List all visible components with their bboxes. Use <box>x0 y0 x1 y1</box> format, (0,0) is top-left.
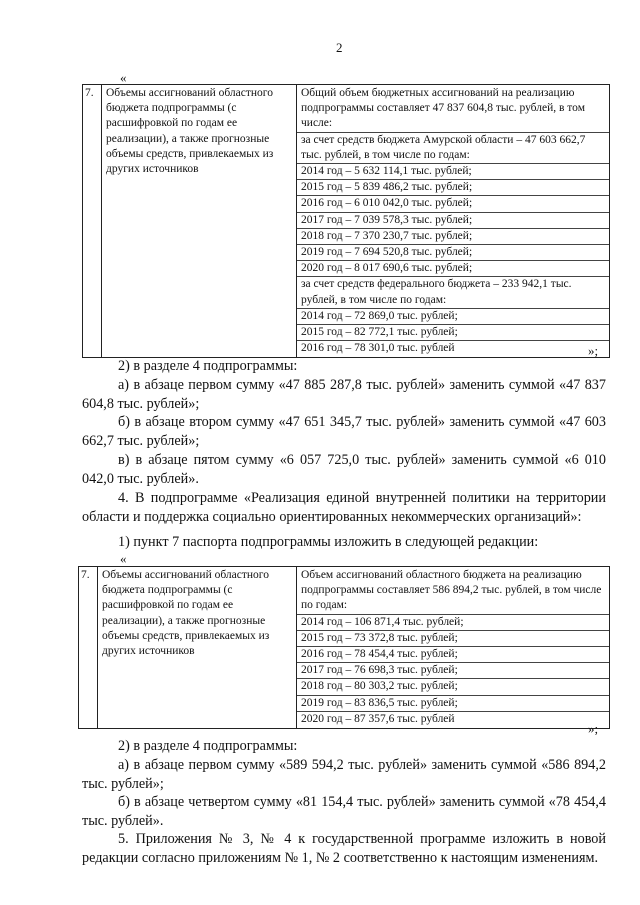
close-quote: »; <box>588 343 599 358</box>
paragraph: в) в абзаце пятом сумму «6 057 725,0 тыс. рублей» заменить суммой «6 010 042,0 тыс. рублей». <box>82 452 606 487</box>
value-line: за счет средств федерального бюджета – 233 942,1 тыс. рублей, в том числе по годам: <box>297 276 609 307</box>
paragraph: 1) пункт 7 паспорта подпрограммы изложить в следующей редакции: <box>118 534 539 550</box>
table-row-number: 7. <box>83 85 102 358</box>
value-line: 2018 год – 80 303,2 тыс. рублей; <box>297 678 609 694</box>
value-line: 2015 год – 73 372,8 тыс. рублей; <box>297 630 609 646</box>
passport-table-1 <box>82 84 610 358</box>
value-line: Общий объем бюджетных ассигнований на реализацию подпрограммы составляет 47 837 604,8 тыс. рублей, в том числе: <box>301 87 585 130</box>
value-line: 2015 год – 82 772,1 тыс. рублей; <box>297 324 609 340</box>
value-line: 2017 год – 76 698,3 тыс. рублей; <box>297 662 609 678</box>
paragraph: а) в абзаце первом сумму «47 885 287,8 тыс. рублей» заменить суммой «47 837 604,8 тыс. рублей»; <box>82 377 606 412</box>
value-line: 2019 год – 7 694 520,8 тыс. рублей; <box>297 244 609 260</box>
paragraph: б) в абзаце четвертом сумму «81 154,4 тыс. рублей» заменить суммой «78 454,4 тыс. рублей». <box>82 794 606 829</box>
table-row-values <box>297 567 610 729</box>
paragraph: 4. В подпрограмме «Реализация единой внутренней политики на территории области и поддержка социально ориентированных некоммерческих организаций»: <box>82 490 606 525</box>
open-quote: « <box>120 70 127 85</box>
value-line: 2018 год – 7 370 230,7 тыс. рублей; <box>297 228 609 244</box>
table-row-number: 7. <box>79 567 98 729</box>
page-number: 2 <box>336 40 343 55</box>
value-line: 2015 год – 5 839 486,2 тыс. рублей; <box>297 179 609 195</box>
passport-table-2 <box>78 566 610 729</box>
value-line: 2014 год – 5 632 114,1 тыс. рублей; <box>297 163 609 179</box>
value-line: 2020 год – 87 357,6 тыс. рублей <box>297 711 609 727</box>
paragraph: а) в абзаце первом сумму «589 594,2 тыс. рублей» заменить суммой «586 894,2 тыс. рублей»; <box>82 757 606 792</box>
value-line: 2020 год – 8 017 690,6 тыс. рублей; <box>297 260 609 276</box>
table-row-name: Объемы ассигнований областного бюджета подпрограммы (с расшифровкой по годам ее реализации), а также прогнозные объемы средств, привлекаемых из других источников <box>102 85 297 358</box>
value-line: Объем ассигнований областного бюджета на реализацию подпрограммы составляет 586 894,2 тыс. рублей, в том числе по годам: <box>301 569 602 612</box>
paragraph: б) в абзаце втором сумму «47 651 345,7 тыс. рублей» заменить суммой «47 603 662,7 тыс. рублей»; <box>82 414 606 449</box>
value-line: 2017 год – 7 039 578,3 тыс. рублей; <box>297 212 609 228</box>
value-line: за счет средств бюджета Амурской области – 47 603 662,7 тыс. рублей, в том числе по годам: <box>297 132 609 163</box>
paragraph: 2) в разделе 4 подпрограммы: <box>118 358 298 374</box>
value-line: 2016 год – 78 301,0 тыс. рублей <box>297 340 609 356</box>
table-row-name: Объемы ассигнований областного бюджета подпрограммы (с расшифровкой по годам ее реализации), а также прогнозные объемы средств, привлекаемых из других источников <box>98 567 297 729</box>
table-row-values <box>297 85 610 358</box>
open-quote: « <box>120 551 127 566</box>
value-line: 2014 год – 72 869,0 тыс. рублей; <box>297 308 609 324</box>
value-line: 2016 год – 78 454,4 тыс. рублей; <box>297 646 609 662</box>
paragraph: 2) в разделе 4 подпрограммы: <box>118 738 298 754</box>
value-line: 2016 год – 6 010 042,0 тыс. рублей; <box>297 195 609 211</box>
value-line: 2019 год – 83 836,5 тыс. рублей; <box>297 695 609 711</box>
paragraph: 5. Приложения № 3, № 4 к государственной программе изложить в новой редакции согласно приложениям № 1, № 2 соответственно к настоящим изменениям. <box>82 831 606 866</box>
close-quote: »; <box>588 721 599 736</box>
value-line: 2014 год – 106 871,4 тыс. рублей; <box>297 614 609 630</box>
